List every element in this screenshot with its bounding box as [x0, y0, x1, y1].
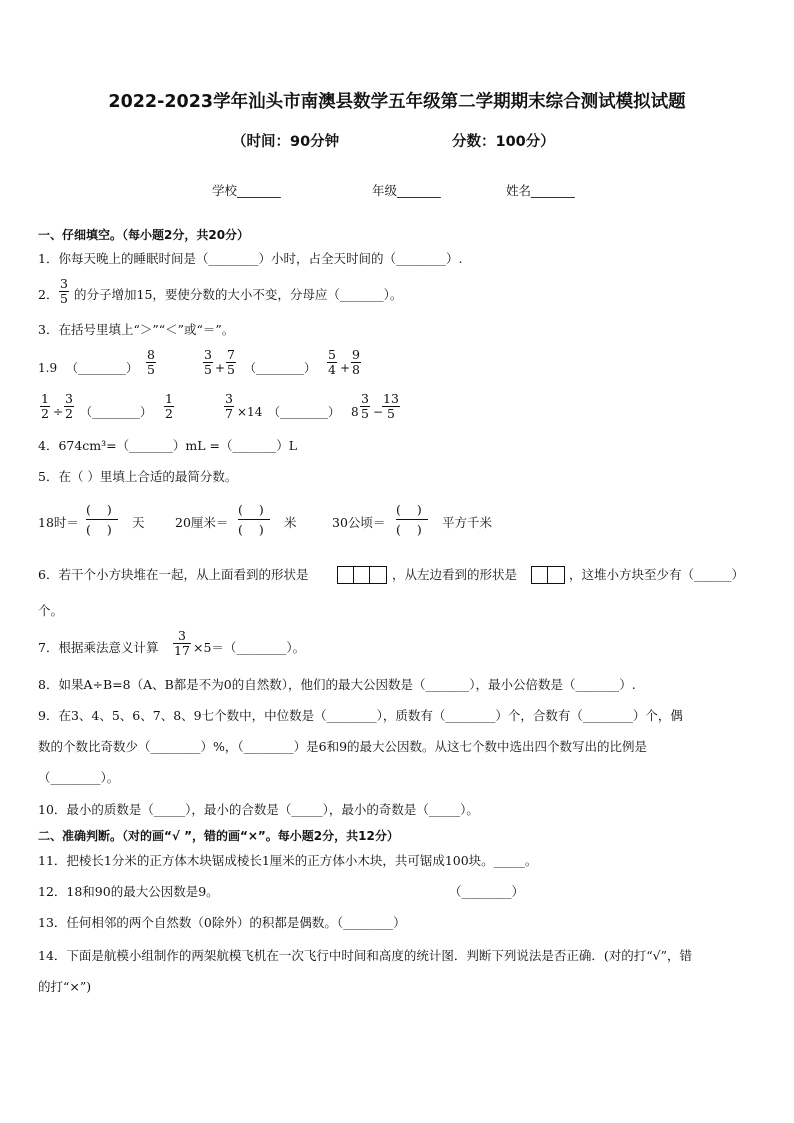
question-4: 4．674cm³=（_______）mL =（_______）L [38, 438, 298, 453]
numerator: 3 [177, 628, 186, 643]
q3-a1-fraction [146, 348, 156, 377]
q5-a-unit: 天 [132, 515, 145, 530]
denominator: 5 [227, 362, 235, 377]
plus-sign: + [215, 361, 226, 375]
question-9-line-1: 9．在3、4、5、6、7、8、9七个数中，中位数是（________），质数有（________）个，合数有（________）个，偶 [38, 708, 683, 723]
mixed-whole: 8 [351, 405, 359, 419]
grade-field[interactable]: 年级_______ [372, 183, 441, 198]
denominator: 7 [225, 406, 233, 421]
numerator: 13 [383, 391, 399, 406]
question-2-prefix: 2． [38, 287, 59, 302]
q3-a2-fraction-3 [327, 348, 337, 377]
q3-b1-blank[interactable]: （________） [80, 405, 153, 419]
name-field[interactable]: 姓名_______ [506, 183, 575, 198]
top-view-shape [337, 566, 387, 584]
q3-b1-fraction-2 [64, 392, 74, 421]
q3-a2-fraction-2 [226, 348, 236, 377]
question-7-text: ×5＝（________）。 [193, 640, 306, 655]
q3-a1-blank[interactable]: （________） [66, 361, 139, 375]
q3-a1-value: 1.9 [38, 361, 58, 375]
numerator: 1 [41, 391, 49, 406]
section-2-heading: 二、准确判断。（对的画“√ ”，错的画“×”。每小题2分，共12分） [38, 829, 399, 843]
blank-denominator[interactable]: ( ) [396, 519, 428, 539]
q5-a-fraction[interactable] [86, 500, 118, 539]
question-6-part-3: ，这堆小方块至少有（______） [569, 567, 745, 582]
q3-b1-fraction-1 [40, 392, 50, 421]
blank-numerator[interactable]: ( ) [238, 502, 270, 517]
section-1-heading: 一、仔细填空。（每小题2分，共20分） [38, 228, 250, 242]
question-14-line-2: 的打“×”) [38, 979, 92, 994]
question-7-fraction [173, 629, 191, 658]
blank-numerator[interactable]: ( ) [396, 502, 428, 517]
minus-sign: − [373, 405, 384, 419]
blank-denominator[interactable]: ( ) [86, 519, 118, 539]
page-title: 2022-2023学年汕头市南澳县数学五年级第二学期期末综合测试模拟试题 [108, 92, 686, 112]
question-6-part-1: 6．若干个小方块堆在一起，从上面看到的形状是 [38, 567, 309, 582]
numerator: 3 [225, 391, 233, 406]
numerator: 1 [165, 391, 173, 406]
q5-c-unit: 平方千米 [442, 515, 493, 530]
school-field[interactable]: 学校_______ [212, 183, 281, 198]
q3-b2-fraction-3 [382, 392, 400, 421]
divide-sign: ÷ [53, 405, 64, 419]
question-11: 11．把棱长1分米的正方体木块锯成棱长1厘米的正方体小木块，共可锯成100块。_____。 [38, 853, 538, 868]
q3-a2-fraction-4 [351, 348, 361, 377]
question-9-line-3: （________）。 [38, 770, 120, 785]
numerator: 3 [204, 347, 212, 362]
blank-denominator[interactable]: ( ) [238, 519, 270, 539]
left-view-shape [531, 566, 565, 584]
fraction-denominator: 5 [60, 291, 68, 306]
q3-b2-blank[interactable]: （________） [268, 405, 341, 419]
denominator: 2 [41, 406, 49, 421]
denominator: 4 [328, 362, 336, 377]
numerator: 3 [65, 391, 73, 406]
numerator: 5 [328, 347, 336, 362]
denominator: 2 [165, 406, 173, 421]
question-8: 8．如果A÷B=8（A、B都是不为0的自然数），他们的最大公因数是（_______），最小公倍数是（_______）. [38, 677, 636, 692]
q5-b-unit: 米 [284, 515, 297, 530]
q3-a2-blank[interactable]: （________） [244, 361, 317, 375]
denominator: 8 [352, 362, 360, 377]
q3-a2-fraction-1 [203, 348, 213, 377]
q5-a-label: 18时＝ [38, 515, 79, 530]
multiply-term: ×14 [237, 405, 263, 419]
numerator: 7 [227, 347, 235, 362]
denominator: 5 [361, 406, 369, 421]
plus-sign: + [340, 361, 351, 375]
question-10: 10．最小的质数是（_____），最小的合数是（_____），最小的奇数是（_____）。 [38, 802, 479, 817]
question-14-line-1: 14．下面是航模小组制作的两架航模飞机在一次飞行中时间和高度的统计图．判断下列说法是否正确．(对的打“√”，错 [38, 948, 693, 963]
exam-time: （时间：90分钟 [232, 134, 340, 150]
denominator: 17 [174, 643, 190, 658]
numerator: 9 [352, 347, 360, 362]
question-7-prefix: 7．根据乘法意义计算 [38, 640, 159, 655]
denominator: 2 [65, 406, 73, 421]
question-6-part-4: 个。 [38, 603, 64, 618]
question-2-text: 的分子增加15，要使分数的大小不变，分母应（_______）。 [74, 287, 403, 302]
q5-b-label: 20厘米＝ [175, 515, 229, 530]
question-6-part-2: ，从左边看到的形状是 [392, 567, 518, 582]
question-5: 5．在（ ）里填上合适的最简分数。 [38, 469, 238, 484]
question-1: 1．你每天晚上的睡眠时间是（________）小时，占全天时间的（________）. [38, 251, 463, 266]
question-13: 13．任何相邻的两个自然数（0除外）的积都是偶数。（________） [38, 915, 406, 930]
denominator: 5 [204, 362, 212, 377]
question-12: 12．18和90的最大公因数是9。 [38, 884, 219, 899]
question-3: 3．在括号里填上“＞”“＜”或“＝”。 [38, 322, 235, 337]
q3-b2-fraction [224, 392, 234, 421]
fraction-numerator: 3 [60, 276, 68, 291]
q3-b1-fraction-3 [164, 392, 174, 421]
denominator: 5 [382, 406, 400, 421]
denominator: 5 [147, 362, 155, 377]
numerator: 3 [361, 391, 369, 406]
numerator: 8 [147, 347, 155, 362]
q5-b-fraction[interactable] [238, 500, 270, 539]
blank-numerator[interactable]: ( ) [86, 502, 118, 517]
question-2-fraction [59, 277, 69, 306]
question-9-line-2: 数的个数比奇数少（________）%，（________）是6和9的最大公因数。从这七个数中选出四个数写出的比例是 [38, 739, 648, 754]
exam-score: 分数：100分） [452, 134, 555, 150]
question-12-blank[interactable]: （________） [449, 884, 525, 899]
q5-c-label: 30公顷＝ [332, 515, 386, 530]
q3-b2-fraction-2 [360, 392, 370, 421]
q5-c-fraction[interactable] [396, 500, 428, 539]
